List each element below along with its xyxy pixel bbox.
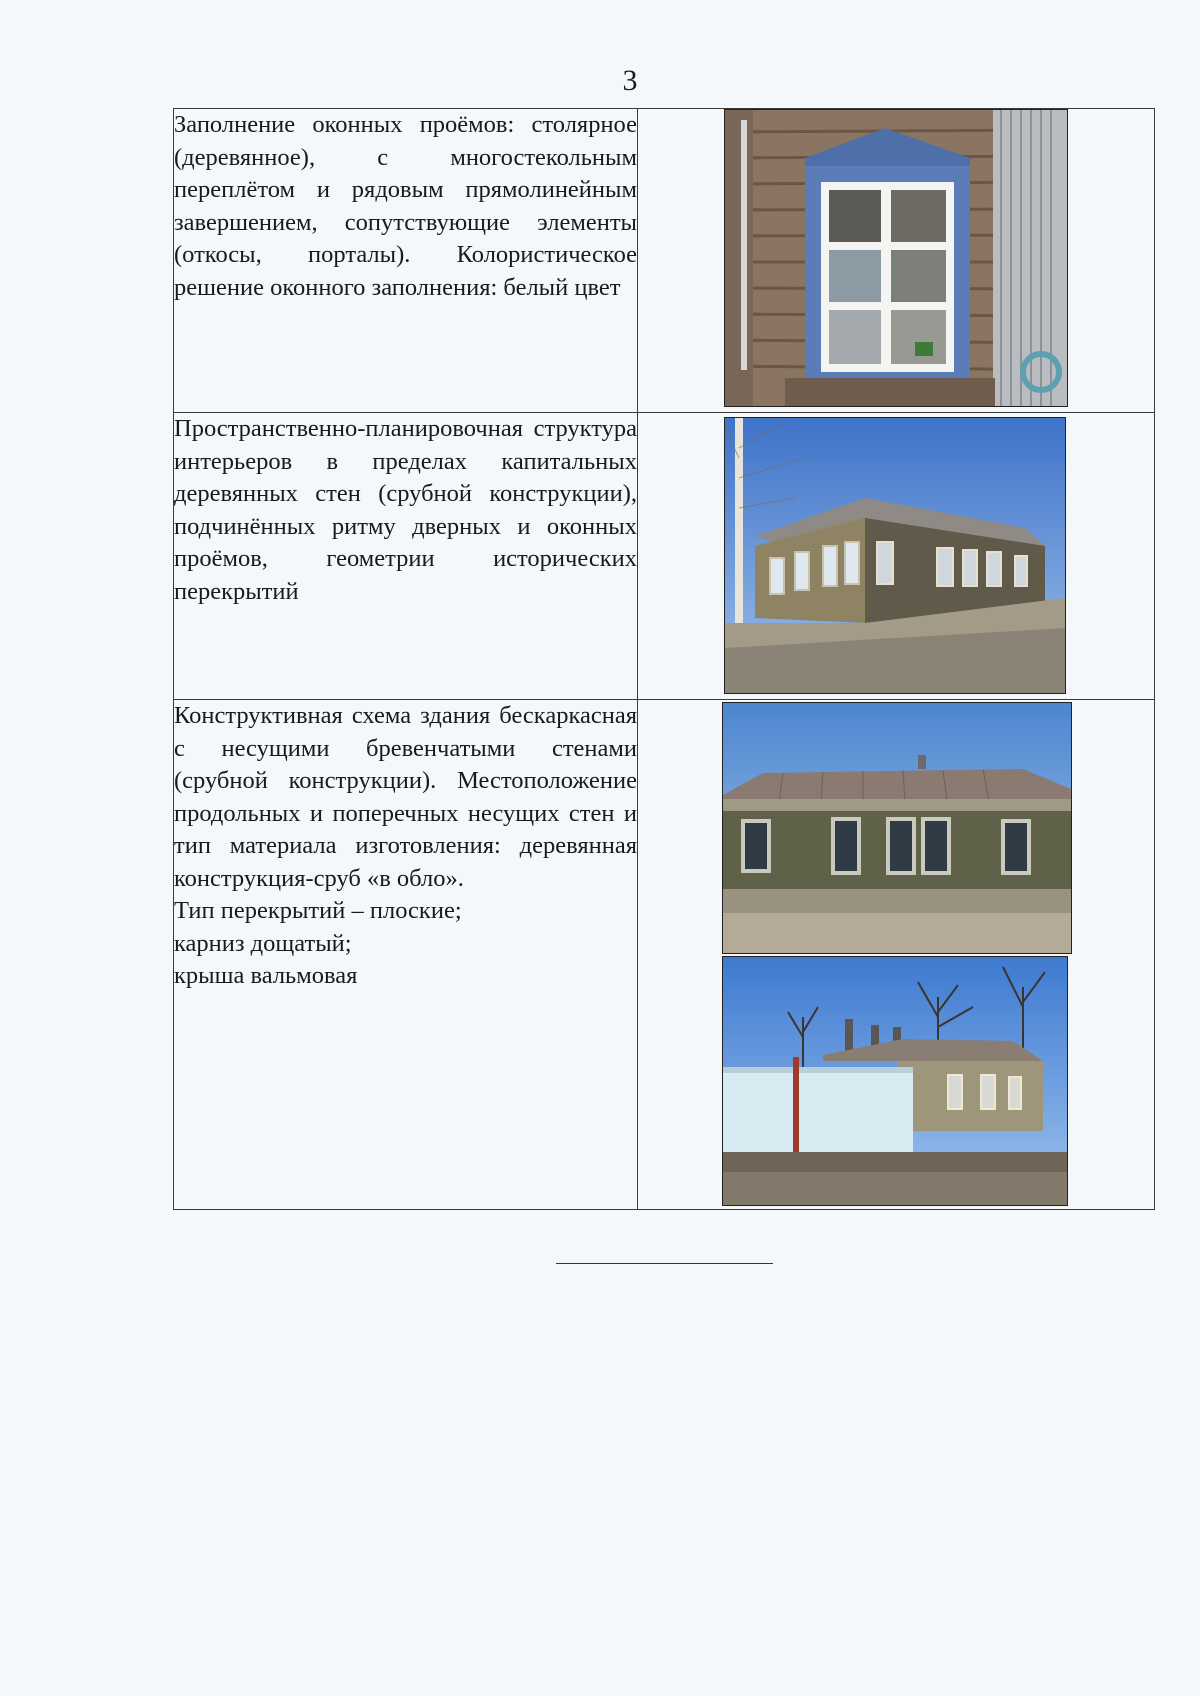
- photo-cell: [638, 109, 1155, 413]
- page-number: 3: [622, 64, 638, 97]
- house-fence-photo: [722, 956, 1068, 1206]
- row-text: Конструктивная схема здания бескаркасная с несущими бревенчатыми стенами (срубной конструкции). Местоположение продольных и поперечных несущих стен и тип материала изготовления: деревянная конструкция-сруб «в обло».: [174, 702, 637, 892]
- house-facade-photo: [722, 702, 1072, 954]
- table-row: [174, 413, 1155, 700]
- window-photo: [724, 109, 1068, 407]
- table-row: [174, 109, 1155, 413]
- document-table: [173, 108, 1155, 1210]
- photo-cell: [638, 700, 1155, 1210]
- row-line: крыша вальмовая: [174, 962, 358, 989]
- photo-cell: [638, 413, 1155, 700]
- description-cell: [174, 413, 638, 700]
- footer-line: [556, 1263, 773, 1264]
- row-line: карниз дощатый;: [174, 929, 352, 957]
- table-row: [174, 700, 1155, 1210]
- row-line: Тип перекрытий – плоские;: [174, 897, 462, 924]
- description-cell: [174, 109, 638, 413]
- house-corner-photo: [724, 417, 1066, 694]
- row-text: Пространственно-планировочная структура интерьеров в пределах капитальных деревянных стен (срубной конструкции), подчинённых ритму дверных и оконных проёмов, геометрии исторических перекрытий: [174, 415, 637, 605]
- description-cell: [174, 700, 638, 1210]
- row-text: Заполнение оконных проёмов: столярное (деревянное), с многостекольным переплётом и рядовым прямолинейным завершением, сопутствующие элементы (откосы, порталы). Колористическое решение оконного заполнения: белый цвет: [174, 111, 637, 301]
